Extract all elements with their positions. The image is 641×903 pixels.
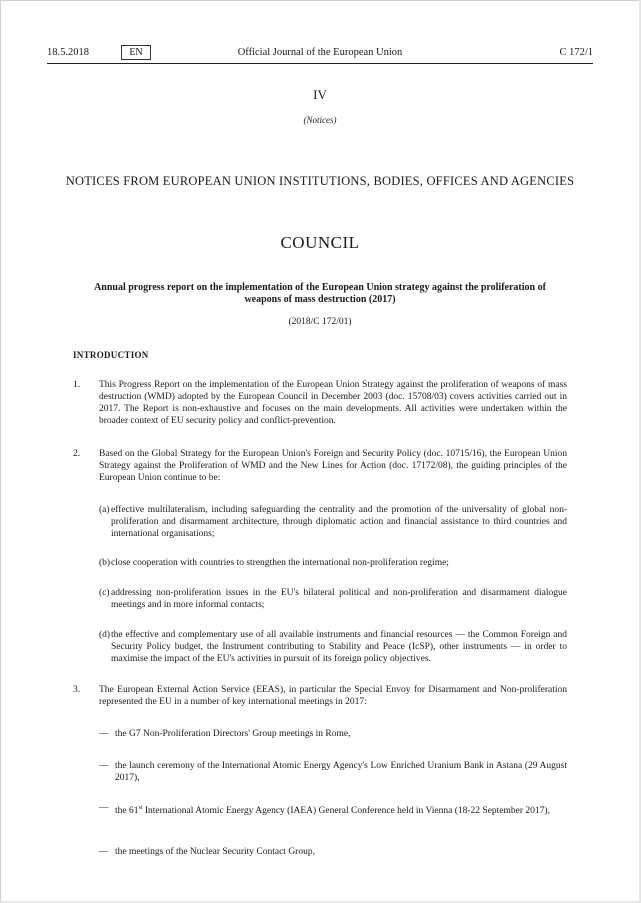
list-text: close cooperation with countries to strengthen the international non-proliferation regime; — [111, 558, 449, 568]
page-header — [47, 45, 593, 61]
section-heading: NOTICES FROM EUROPEAN UNION INSTITUTIONS, BODIES, OFFICES AND AGENCIES — [65, 174, 575, 188]
list-text: the meetings of the Nuclear Security Contact Group, — [115, 847, 315, 857]
journal-title: Official Journal of the European Union — [237, 47, 403, 58]
page-reference: C 172/1 — [559, 47, 593, 58]
list-dash: — — [99, 847, 109, 857]
text-fragment: the 61 — [115, 806, 139, 817]
list-text: addressing non-proliferation issues in the EU's bilateral political and non-proliferation and disarmament dialogue meetings and in more informal contacts; — [111, 588, 567, 610]
meeting-item — [99, 760, 567, 784]
list-dash: — — [99, 761, 109, 771]
principle-b — [99, 557, 567, 569]
introduction-heading: INTRODUCTION — [73, 350, 149, 360]
list-label: (b) — [99, 558, 111, 568]
paragraph-text: This Progress Report on the implementation of the European Union Strategy against the proliferation of weapons of mass destruction (WMD) adopted by the European Council in December 2003 (doc. 15708/03) covers activities carried out in 2017. The Report is non-exhaustive and focuses on the main developments. All activities were undertaken within the broader context of EU security policy and conflict-prevention. — [99, 380, 567, 426]
document-reference: (2018/C 172/01) — [288, 317, 352, 327]
ordinal-suffix: st — [138, 805, 143, 811]
paragraph-text: Based on the Global Strategy for the European Union's Foreign and Security Policy (doc. 10715/16), the European Union Strategy against the Proliferation of WMD and the New Lines for Action (doc. 17172/08), the guiding principles of the European Union continue to be: — [99, 449, 567, 483]
list-text: effective multilateralism, including safeguarding the centrality and the promotion of the universality of global non-proliferation and disarmament architecture, through diplomatic action and financial assistance to third countries and international organisations; — [111, 505, 567, 539]
publication-date: 18.5.2018 — [47, 47, 89, 58]
list-label: (d) — [99, 630, 111, 640]
text-fragment: International Atomic Energy Agency (IAEA) General Conference held in Vienna (18-22 September 2017), — [142, 806, 550, 817]
paragraph-number: 3. — [73, 685, 81, 695]
paragraph-3 — [73, 684, 567, 708]
list-dash: — — [99, 729, 109, 739]
list-text: the effective and complementary use of all available instruments and financial resources — the Common Foreign and Security Policy budget, the Instrument contributing to Stability and Peace (IcSP), other instruments — in order to maximise the impact of the EU's activities in pursuit of its foreign policy objectives. — [111, 630, 567, 664]
report-title: Annual progress report on the implementation of the European Union strategy against the proliferation of weapons of mass destruction (2017) — [94, 282, 546, 305]
meeting-item — [99, 728, 567, 740]
header-rule — [47, 63, 593, 64]
language-badge: EN — [121, 45, 151, 60]
paragraph-2 — [73, 448, 567, 484]
paragraph-text: The European External Action Service (EEAS), in particular the Special Envoy for Disarmament and Non-proliferation represented the EU in a number of key international meetings in 2017: — [99, 685, 567, 707]
paragraph-1 — [73, 379, 567, 427]
part-label: (Notices) — [303, 115, 337, 125]
part-number: IV — [313, 87, 327, 102]
list-text: the launch ceremony of the International Atomic Energy Agency's Low Enriched Uranium Bank in Astana (29 August 2017), — [115, 761, 567, 783]
meeting-item — [99, 846, 567, 858]
body-name: COUNCIL — [280, 233, 360, 252]
list-dash: — — [99, 803, 109, 813]
list-label: (c) — [99, 588, 110, 598]
principle-c — [99, 587, 567, 611]
principle-a — [99, 504, 567, 540]
list-text — [115, 802, 567, 817]
meeting-item — [99, 802, 567, 817]
list-text: the G7 Non-Proliferation Directors' Group meetings in Rome, — [115, 729, 351, 739]
list-label: (a) — [99, 505, 110, 515]
paragraph-number: 2. — [73, 449, 81, 459]
principle-d — [99, 629, 567, 665]
paragraph-number: 1. — [73, 380, 81, 390]
